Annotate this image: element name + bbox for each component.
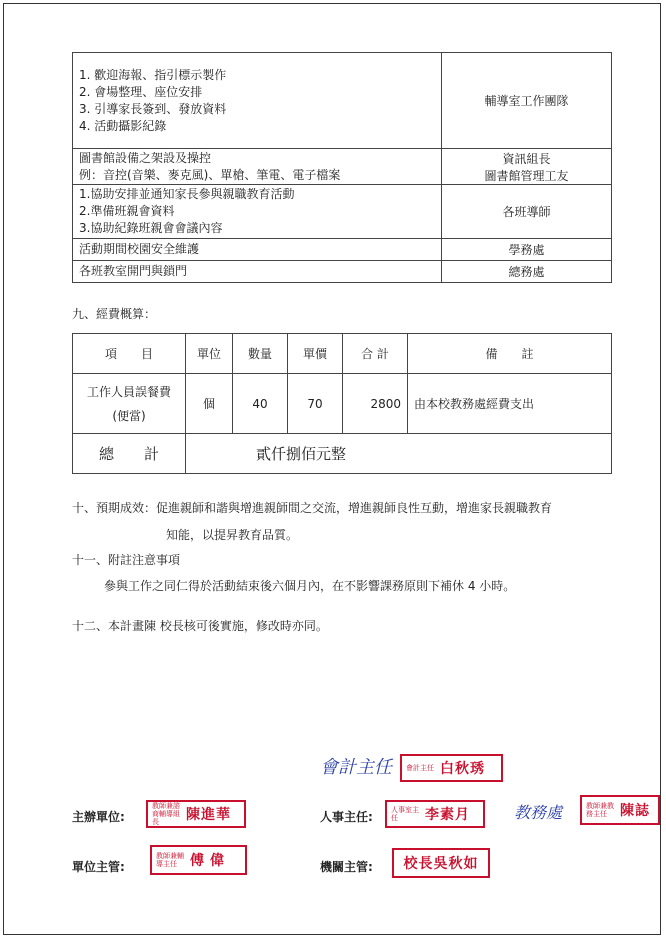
task-line: 3.協助紀錄班親會會議內容: [79, 221, 223, 235]
task-line: 各班教室開門與鎖門: [79, 264, 188, 278]
owner-cell: [442, 239, 612, 261]
stamp-title: 人事室主任: [391, 806, 419, 822]
owner-line: 資訊組長: [502, 151, 551, 166]
supervisor-label: 單位主管:: [72, 860, 125, 874]
table-row: [73, 185, 612, 239]
owner-line: 總務處: [508, 265, 545, 279]
section-10-line2: 知能，以提昇教育品質。: [166, 528, 299, 542]
task-line: 1. 歡迎海報、指引標示製作: [79, 67, 227, 82]
budget-sum-row: [73, 434, 612, 474]
stamp-name: 白秋琇: [440, 761, 485, 777]
cell-price: 70: [288, 374, 343, 434]
item-line: (便當): [112, 408, 146, 423]
owner-cell: [442, 149, 612, 185]
owner-line: 輔導室工作團隊: [484, 94, 569, 108]
task-cell: [73, 149, 442, 185]
cell-total: 2800: [343, 374, 408, 434]
cell-unit: 個: [186, 374, 233, 434]
item-line: 工作人員誤餐費: [86, 384, 171, 399]
personnel-label: 人事主任:: [320, 810, 373, 824]
table-row: [73, 261, 612, 283]
principal-stamp: [392, 848, 490, 878]
task-cell: [73, 239, 442, 261]
cell-item: [73, 374, 186, 434]
table-row: [73, 149, 612, 185]
stamp-title: 教師兼教務主任: [586, 802, 614, 818]
section-9-title: 九、經費概算：: [72, 307, 157, 321]
cell-note: 由本校教務處經費支出: [408, 374, 612, 434]
header-note: 備 註: [408, 334, 612, 374]
task-cell: [73, 261, 442, 283]
stamp-name: 陳誌: [620, 803, 650, 819]
sum-label: 總 計: [73, 434, 186, 474]
stamp-name: 傅偉: [190, 853, 230, 869]
header-item: 項 目: [73, 334, 186, 374]
owner-line: 學務處: [508, 243, 545, 257]
academic-handwritten-signature: 教務處: [514, 803, 563, 822]
task-line: 2. 會場整理、座位安排: [79, 84, 203, 99]
task-line: 活動期間校園安全維護: [79, 242, 200, 256]
task-cell: [73, 185, 442, 239]
section-10-line1: 十、預期成效：促進親師和諧與增進親師間之交流，增進親師良性互動，增進家長親職教育: [72, 501, 553, 515]
header-unit: 單位: [186, 334, 233, 374]
owner-line: 圖書館管理工友: [484, 168, 569, 183]
accounting-handwritten-signature: 會計主任: [320, 757, 392, 778]
supervisor-stamp: [150, 845, 247, 875]
owner-cell: [442, 261, 612, 283]
authority-label: 機關主管:: [320, 860, 373, 874]
cell-qty: 40: [233, 374, 288, 434]
section-12: 十二、本計畫陳 校長核可後實施，修改時亦同。: [72, 619, 328, 633]
section-11-body: 參與工作之同仁得於活動結束後六個月內，在不影響課務原則下補休 4 小時。: [104, 579, 516, 593]
budget-table: [72, 333, 612, 474]
organizer-label: 主辦單位:: [72, 810, 125, 824]
section-11-title: 十一、附註注意事項: [72, 553, 181, 567]
header-price: 單價: [288, 334, 343, 374]
budget-row: [73, 374, 612, 434]
owner-cell: [442, 53, 612, 149]
task-cell: [73, 53, 442, 149]
accounting-stamp: [400, 754, 503, 782]
stamp-title: 會計主任: [406, 764, 434, 772]
academic-stamp: [580, 795, 660, 825]
stamp-name: 陳進華: [186, 807, 231, 823]
task-line: 1.協助安排並通知家長參與親職教育活動: [79, 187, 295, 201]
stamp-title: 教師兼輔導主任: [156, 852, 184, 868]
table-row: [73, 239, 612, 261]
task-line: 圖書館設備之架設及操控: [79, 150, 212, 165]
task-line: 2.準備班親會資料: [79, 204, 175, 218]
task-line: 例：音控(音樂、麥克風)、單槍、筆電、電子檔案: [79, 167, 341, 182]
task-line: 4. 活動攝影紀錄: [79, 118, 167, 133]
stamp-title: 教師兼諮商輔導組長: [152, 802, 180, 826]
table-row: [73, 53, 612, 149]
duty-table: [72, 52, 612, 283]
stamp-name: 李素月: [425, 807, 470, 823]
owner-cell: [442, 185, 612, 239]
stamp-name: 校長吳秋如: [403, 856, 479, 872]
header-qty: 數量: [233, 334, 288, 374]
owner-line: 各班導師: [502, 205, 551, 219]
budget-header-row: [73, 334, 612, 374]
sum-value: 貳仟捌佰元整: [186, 434, 612, 474]
organizer-stamp: [146, 800, 246, 828]
header-total: 合 計: [343, 334, 408, 374]
personnel-stamp: [385, 800, 485, 828]
task-line: 3. 引導家長簽到、發放資料: [79, 101, 227, 116]
